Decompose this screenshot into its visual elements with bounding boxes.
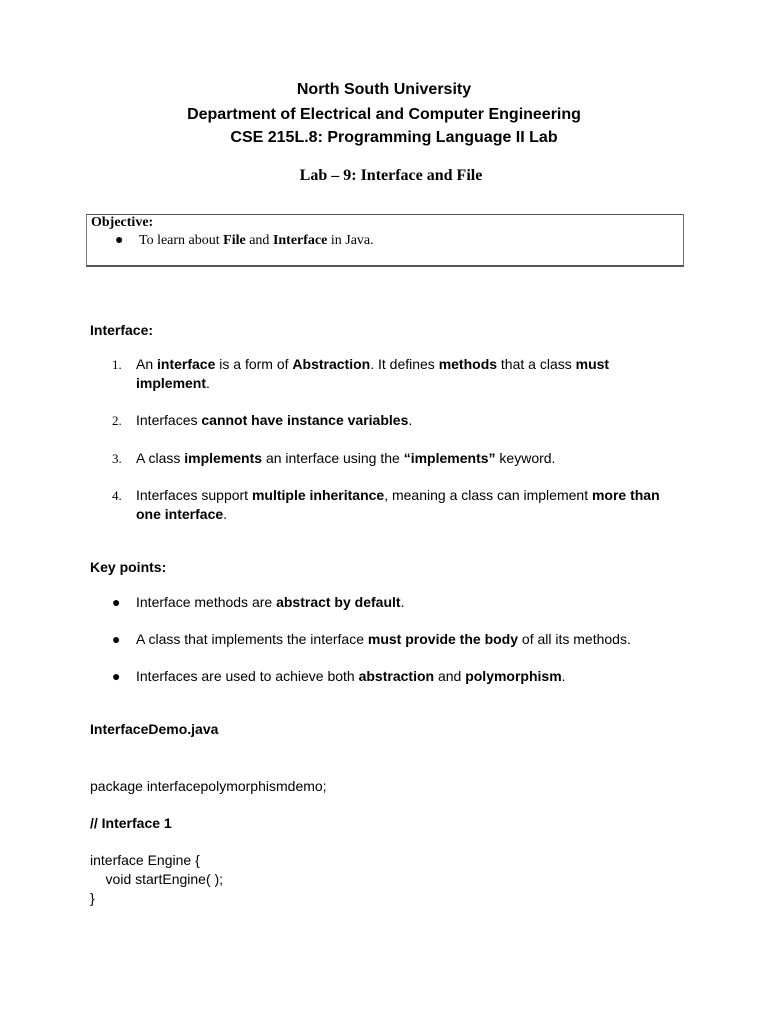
list-number: 4. [112,488,122,503]
list-item: 3. A class implements an interface using the “implements” keyword. [112,450,556,466]
code-line: } [90,890,95,906]
department-name: Department of Electrical and Computer Engineering [187,106,581,123]
list-item: 4. Interfaces support multiple inheritance, meaning a class can implement more than one interface. [112,487,660,522]
list-item: 1. An interface is a form of Abstraction. It defines methods that a class must implement. [112,356,610,391]
list-number: 1. [112,357,122,372]
list-item: ● Interfaces are used to achieve both abstraction and polymorphism. [112,668,566,684]
code-package-line: package interfacepolymorphismdemo; [90,778,327,794]
objective-item: ● To learn about File and Interface in Java. [115,233,374,248]
code-comment: // Interface 1 [90,815,172,831]
list-item: ● Interface methods are abstract by default. [112,594,405,610]
list-item: 2. Interfaces cannot have instance variables. [112,412,413,428]
objective-label: Objective: [91,215,154,230]
code-line: interface Engine { [90,852,200,868]
bullet-icon: ● [115,233,124,248]
interface-section-title: Interface: [90,322,154,338]
objective-box [86,214,684,267]
bullet-icon: ● [112,668,121,684]
course-title: CSE 215L.8: Programming Language II Lab [230,129,558,146]
code-line: void startEngine( ); [90,871,224,887]
bullet-icon: ● [112,594,121,610]
list-number: 2. [112,413,122,428]
list-item: ● A class that implements the interface must provide the body of all its methods. [112,631,631,647]
bullet-icon: ● [112,631,121,647]
key-points-title: Key points: [90,559,167,575]
code-filename: InterfaceDemo.java [90,721,219,737]
lab-title: Lab – 9: Interface and File [299,167,483,184]
list-number: 3. [112,451,122,466]
university-name: North South University [296,81,472,98]
